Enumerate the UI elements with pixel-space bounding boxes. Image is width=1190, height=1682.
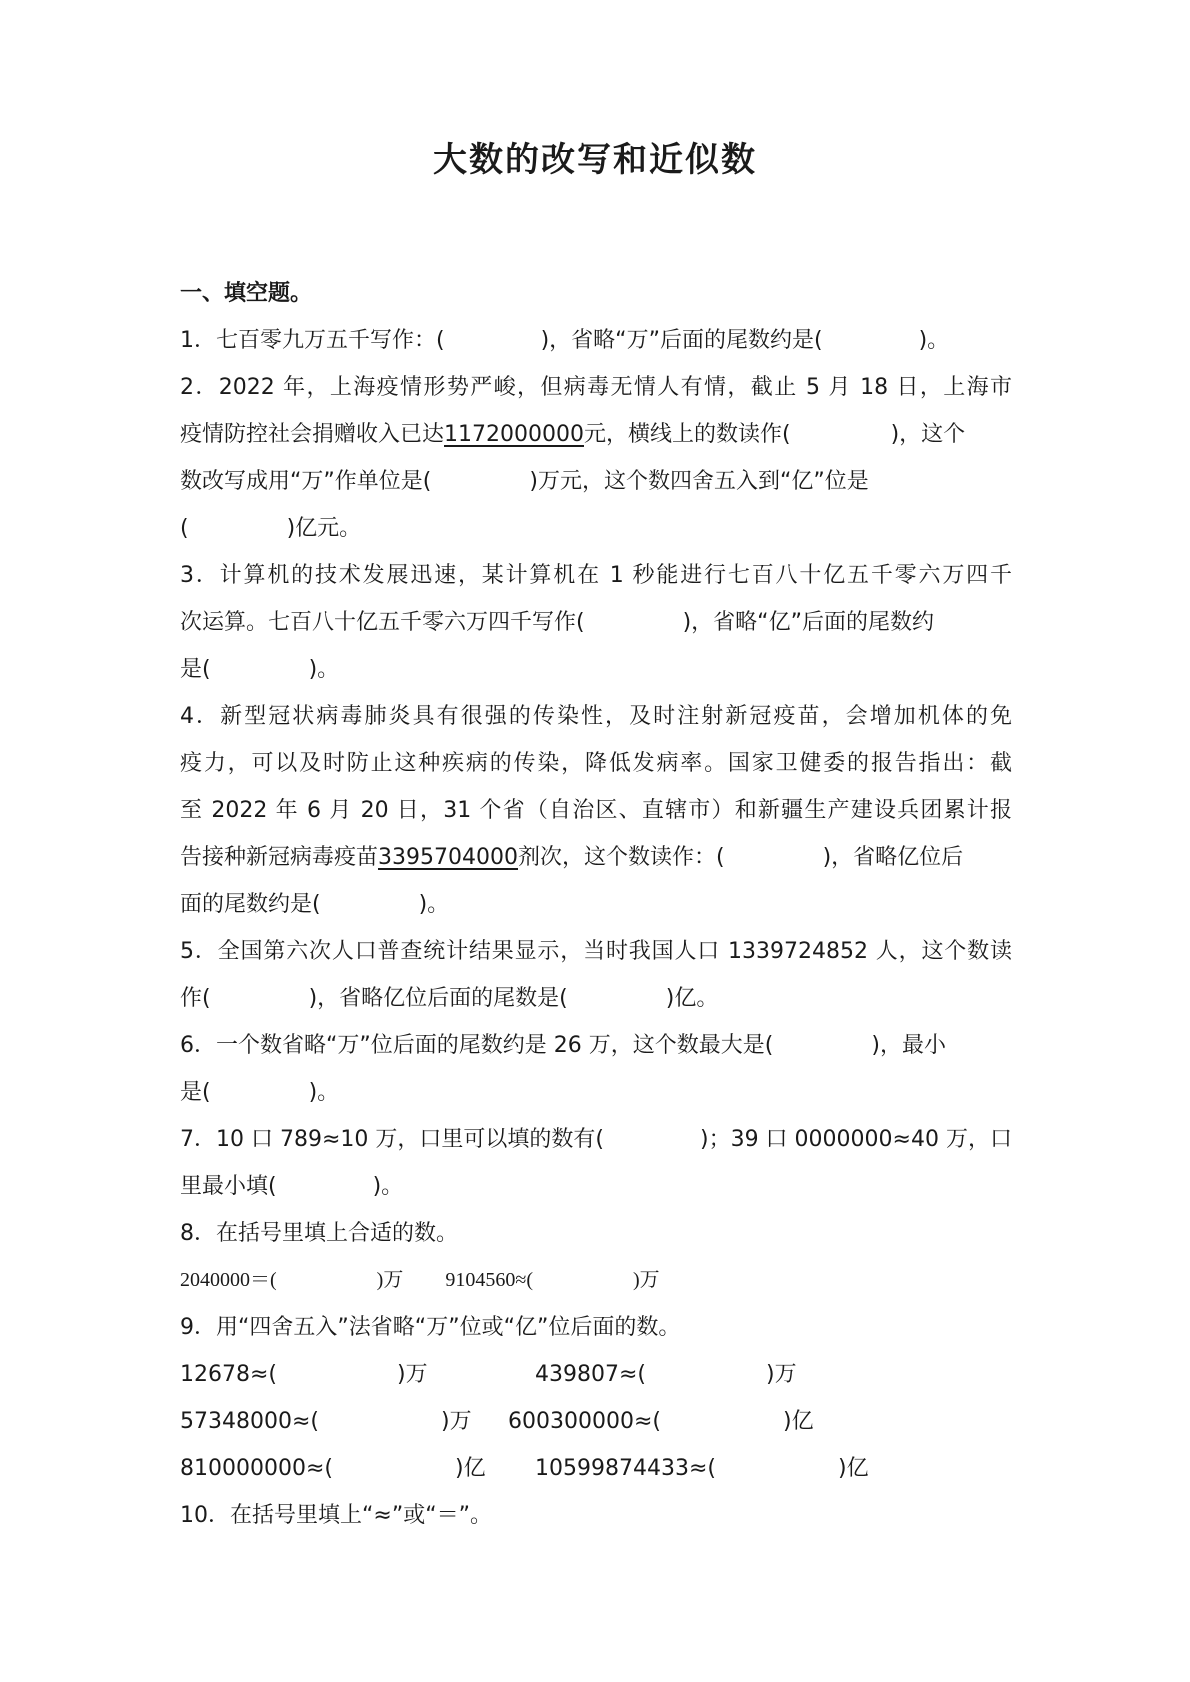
q1-text-b: )，省略“万”后面的尾数约是( (540, 328, 823, 353)
rounding-text: )亿 (783, 1409, 814, 1434)
q4-text: 剂次，这个数读作：( (518, 845, 725, 870)
question-8-equations (180, 1257, 1012, 1304)
rounding-text: )亿 (837, 1456, 869, 1481)
rounding-text: 439807≈( (535, 1362, 646, 1387)
rounding-text: 12678≈( (180, 1362, 278, 1387)
rounding-text: 10599874433≈( (535, 1456, 716, 1481)
q2-text: 疫情防控社会捐赠收入已达 (180, 422, 445, 447)
question-9-row-3 (180, 1445, 1012, 1492)
question-3-line-2 (180, 599, 1012, 646)
question-9-line-1: 9．用“四舍五入”法省略“万”位或“亿”位后面的数。 (180, 1315, 681, 1340)
q5-text: 作( (180, 986, 211, 1011)
rounding-item (180, 1445, 535, 1492)
q7-text: )。 (372, 1174, 404, 1199)
question-4-line-3: 至 2022 年 6 月 20 日，31 个省（自治区、直辖市）和新疆生产建设兵团累计报 (180, 798, 1012, 823)
rounding-item (180, 1398, 508, 1445)
equation-text: 2040000＝( (180, 1269, 277, 1291)
question-9-row-2 (180, 1398, 1012, 1445)
question-4-line-1: 4．新型冠状病毒肺炎具有很强的传染性，及时注射新冠疫苗，会增加机体的免 (180, 704, 1012, 729)
q7-text: 里最小填( (180, 1174, 277, 1199)
q5-text: )亿。 (665, 986, 719, 1011)
q6-text: 6．一个数省略“万”位后面的尾数约是 26 万，这个数最大是( (180, 1033, 774, 1058)
question-7-line-1 (180, 1116, 1012, 1163)
rounding-item (535, 1445, 869, 1492)
section-heading: 一、填空题。 (180, 281, 313, 306)
q2-text: )亿元。 (286, 516, 362, 541)
rounding-item (508, 1398, 814, 1445)
rounding-item (180, 1351, 535, 1398)
q4-text: 告接种新冠病毒疫苗 (180, 845, 379, 870)
question-2-line-3 (180, 458, 1012, 505)
question-2-line-2 (180, 411, 1012, 458)
question-list (180, 317, 1012, 1539)
question-3-line-1: 3．计算机的技术发展迅速，某计算机在 1 秒能进行七百八十亿五千零六万四千 (180, 563, 1012, 588)
rounding-text: )万 (441, 1409, 472, 1434)
question-2-line-4 (180, 505, 1012, 552)
question-4-line-4 (180, 834, 1012, 881)
q1-text-c: )。 (918, 328, 950, 353)
question-5-line-2 (180, 975, 1012, 1022)
q2-text: )万元，这个数四舍五入到“亿”位是 (529, 469, 869, 494)
rounding-text: )万 (397, 1362, 428, 1387)
q5-text: )，省略亿位后面的尾数是( (308, 986, 568, 1011)
question-6-line-1 (180, 1022, 1012, 1069)
q4-text: )。 (418, 892, 450, 917)
q3-text: 次运算。七百八十亿五千零六万四千写作( (180, 610, 585, 635)
rounding-item (535, 1351, 797, 1398)
q2-text: 元，横线上的数读作( (584, 422, 791, 447)
underlined-number: 3395704000 (378, 845, 518, 870)
q2-text: ( (180, 516, 189, 541)
q7-text: 7．10 口 789≈10 万，口里可以填的数有( (180, 1127, 604, 1152)
q3-text: 是( (180, 657, 211, 682)
question-1 (180, 317, 1012, 364)
equation-text: 9104560≈( (445, 1269, 533, 1291)
page-title: 大数的改写和近似数 (433, 140, 757, 180)
rounding-text: 57348000≈( (180, 1409, 319, 1434)
q1-text-a: 1．七百零九万五千写作：( (180, 328, 445, 353)
q4-text: )，省略亿位后 (822, 845, 964, 870)
question-4-line-2: 疫力，可以及时防止这种疾病的传染，降低发病率。国家卫健委的报告指出：截 (180, 751, 1012, 776)
q6-text: )，最小 (871, 1033, 946, 1058)
q7-text: )；39 口 0000000≈40 万，口 (699, 1127, 1012, 1152)
question-3-line-3 (180, 646, 1012, 693)
question-5-line-1: 5．全国第六次人口普查统计结果显示，当时我国人口 1339724852 人，这个数读 (180, 939, 1012, 964)
q3-text: )，省略“亿”后面的尾数约 (682, 610, 934, 635)
q4-text: 面的尾数约是( (180, 892, 321, 917)
rounding-text: 600300000≈( (508, 1409, 661, 1434)
question-10-line-1: 10．在括号里填上“≈”或“＝”。 (180, 1503, 493, 1528)
question-6-line-2 (180, 1069, 1012, 1116)
rounding-text: )亿 (455, 1456, 486, 1481)
question-4-line-5 (180, 881, 1012, 928)
question-9-row-1 (180, 1351, 1012, 1398)
rounding-text: 810000000≈( (180, 1456, 333, 1481)
q6-text: )。 (308, 1080, 340, 1105)
rounding-text: )万 (766, 1362, 797, 1387)
q3-text: )。 (308, 657, 340, 682)
equation-text: )万 (632, 1269, 660, 1291)
q6-text: 是( (180, 1080, 211, 1105)
question-7-line-2 (180, 1163, 1012, 1210)
q2-text: 数改写成用“万”作单位是( (180, 469, 432, 494)
underlined-number: 1172000000 (444, 422, 584, 447)
question-2-line-1: 2．2022 年，上海疫情形势严峻，但病毒无情人有情，截止 5 月 18 日，上海市 (180, 375, 1012, 400)
q2-text: )，这个 (890, 422, 966, 447)
equation-text: )万 (376, 1269, 404, 1291)
question-8-line-1: 8．在括号里填上合适的数。 (180, 1221, 458, 1246)
